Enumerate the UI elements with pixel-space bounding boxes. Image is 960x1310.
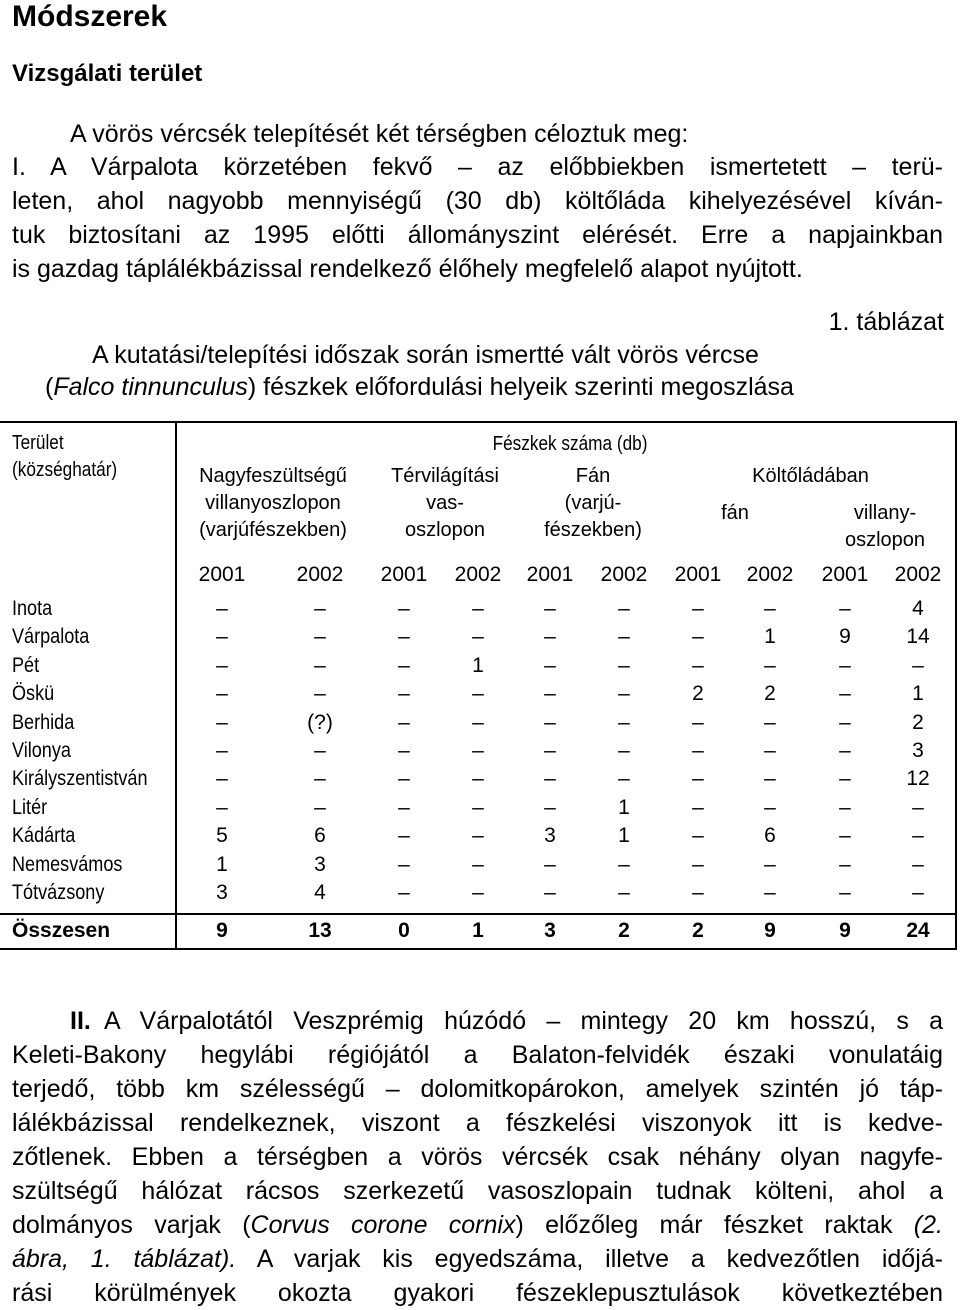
table-cell: 1	[764, 625, 776, 649]
table-cell: –	[472, 795, 484, 819]
table-label: 1. táblázat	[828, 308, 944, 336]
table-cell: –	[912, 795, 924, 819]
table-top-border	[0, 421, 957, 423]
table-cell: –	[839, 682, 851, 706]
total-cell: 2	[692, 919, 704, 942]
table-cell: –	[839, 881, 851, 904]
total-cell: 9	[216, 919, 228, 942]
year-cell: 2002	[454, 563, 502, 586]
row-area-name: Nemesvámos	[12, 852, 123, 876]
section2-line-8: ábra, 1. táblázat). A varjak kis egyedszáma, illetve a kedvezőtlen időjá-	[12, 1245, 943, 1273]
section2-line-3: terjedő, több km szélességű – dolomitkopárokon, amelyek szintén jó táp-	[12, 1075, 943, 1103]
section2-line-4: lálékbázissal rendelkeznek, viszont a fészkelési viszonyok itt is kedve-	[12, 1109, 943, 1137]
total-cell: 24	[906, 919, 930, 942]
area-header: Terület (községhatár)	[12, 432, 118, 481]
table-cell: –	[618, 881, 630, 904]
table-cell: –	[618, 739, 630, 762]
page-title: Módszerek	[12, 0, 168, 33]
table-cell: –	[839, 739, 851, 762]
table-cell: 2	[912, 710, 924, 734]
table-cell: –	[472, 852, 484, 876]
table-cell: –	[398, 653, 410, 677]
table-cell: –	[618, 625, 630, 649]
row-area-name: Inota	[12, 597, 53, 620]
table-cell: –	[692, 852, 704, 876]
section1-line-2: leten, ahol nagyobb mennyiségű (30 db) költőláda kihelyezésével kíván-	[12, 187, 943, 215]
table-cell: –	[472, 710, 484, 734]
year-cell: 2001	[821, 563, 869, 586]
table-cell: –	[398, 739, 410, 762]
table-cell: –	[618, 852, 630, 876]
nest-count-header: Fészkek száma (db)	[492, 433, 648, 455]
table-cell: –	[692, 739, 704, 762]
table-cell: 2	[692, 682, 704, 706]
table-cell: –	[216, 767, 228, 791]
year-cell: 2001	[380, 563, 428, 586]
table-cell: –	[314, 767, 326, 791]
table-cell: 1	[472, 653, 484, 677]
year-cell: 2001	[198, 563, 246, 586]
figure-reference: (2.	[913, 1211, 943, 1239]
table-cell: –	[912, 824, 924, 848]
table-cell: 3	[314, 852, 326, 876]
table-cell: –	[216, 597, 228, 620]
section1-line-4: is gazdag táplálékbázissal rendelkező élőhely megfelelő alapot nyújtott.	[12, 255, 803, 283]
table-cell: –	[692, 625, 704, 649]
table-cell: –	[618, 767, 630, 791]
table-cell: –	[398, 824, 410, 848]
table-cell: –	[216, 795, 228, 819]
table-cell: –	[692, 881, 704, 904]
table-cell: 4	[912, 597, 924, 620]
table-cell: 1	[216, 852, 228, 876]
total-cell: 9	[764, 919, 776, 942]
table-cell: 6	[764, 824, 776, 848]
year-cell: 2002	[894, 563, 942, 586]
table-cell: 14	[906, 625, 930, 649]
table-cell: –	[216, 710, 228, 734]
table-cell: 3	[544, 824, 556, 848]
intro-paragraph: A vörös vércsék telepítését két térségben céloztuk meg:	[70, 120, 689, 148]
table-cell: –	[692, 710, 704, 734]
table-cell: –	[839, 824, 851, 848]
header-tree-nest: Fán (varjú- fészekben)	[544, 465, 642, 541]
table-cell: –	[398, 597, 410, 620]
table-cell: –	[544, 881, 556, 904]
section2-line-2: Keleti-Bakony hegylábi régiójától a Balaton-felvidék északi vonulatáig	[12, 1041, 943, 1069]
table-cell: 4	[314, 881, 326, 904]
table-cell: –	[839, 653, 851, 677]
table-column-divider	[175, 421, 177, 950]
table-caption-line-1: A kutatási/telepítési időszak során ismertté vált vörös vércse	[92, 341, 759, 369]
table-cell: –	[764, 597, 776, 620]
row-area-name: Berhida	[12, 710, 75, 734]
table-cell: –	[472, 824, 484, 848]
total-cell: 0	[398, 919, 410, 942]
table-reference: ábra, 1. táblázat).	[12, 1245, 237, 1273]
table-cell: –	[618, 653, 630, 677]
year-cell: 2001	[526, 563, 574, 586]
table-cell: –	[764, 767, 776, 791]
table-cell: –	[764, 881, 776, 904]
year-cell: 2002	[296, 563, 344, 586]
table-cell: –	[839, 710, 851, 734]
total-cell: 1	[472, 919, 484, 942]
table-caption-line-2: (Falco tinnunculus) fészkek előfordulási helyeik szerinti megoszlása	[45, 373, 794, 401]
table-bottom-border	[0, 948, 957, 950]
total-cell: 13	[308, 919, 332, 942]
table-cell: –	[544, 597, 556, 620]
total-cell: 3	[544, 919, 556, 942]
year-cell: 2002	[600, 563, 648, 586]
table-cell: –	[839, 597, 851, 620]
total-cell: 9	[839, 919, 851, 942]
table-cell: –	[314, 739, 326, 762]
section1-line-3: tuk biztosítani az 1995 előtti állományszint elérését. Erre a napjainkban	[12, 221, 943, 249]
table-cell: (?)	[307, 710, 333, 734]
table-cell: –	[692, 795, 704, 819]
year-cell: 2002	[746, 563, 794, 586]
table-cell: 1	[618, 824, 630, 848]
table-cell: –	[472, 682, 484, 706]
row-area-name: Öskü	[12, 682, 55, 706]
table-cell: 9	[839, 625, 851, 649]
table-cell: 5	[216, 824, 228, 848]
table-cell: –	[314, 597, 326, 620]
table-cell: –	[692, 597, 704, 620]
year-cell: 2001	[674, 563, 722, 586]
table-cell: –	[398, 710, 410, 734]
header-nestbox: Költőládában	[752, 465, 869, 487]
row-area-name: Vilonya	[12, 739, 71, 762]
section2-line-9: rási körülmények okozta gyakori fészeklepusztulások következtében	[12, 1279, 943, 1307]
table-cell: 6	[314, 824, 326, 848]
table-cell: 3	[912, 739, 924, 762]
table-cell: –	[692, 653, 704, 677]
row-area-name: Litér	[12, 795, 48, 819]
table-cell: –	[544, 767, 556, 791]
header-high-voltage-pole: Nagyfeszültségű villanyoszlopon (varjúfészekben)	[199, 465, 347, 541]
section2-numeral: II.	[70, 1007, 91, 1035]
table-cell: –	[472, 597, 484, 620]
table-cell: –	[544, 852, 556, 876]
table-cell: –	[314, 795, 326, 819]
table-cell: –	[398, 625, 410, 649]
section2-line-7: dolmányos varjak (Corvus corone cornix) előzőleg már fészket raktak (2.	[12, 1211, 943, 1239]
table-cell: –	[544, 625, 556, 649]
table-cell: –	[764, 795, 776, 819]
species-name: Falco tinnunculus	[53, 373, 248, 401]
crow-species-name: Corvus corone cornix	[250, 1211, 516, 1239]
total-cell: 2	[618, 919, 630, 942]
table-cell: 1	[618, 795, 630, 819]
table-cell: –	[216, 739, 228, 762]
table-cell: –	[692, 824, 704, 848]
table-cell: –	[398, 852, 410, 876]
table-cell: –	[839, 767, 851, 791]
table-cell: –	[764, 852, 776, 876]
total-label: Összesen	[12, 919, 111, 942]
table-cell: –	[618, 710, 630, 734]
header-nestbox-tree: fán	[721, 502, 749, 524]
section2-line-1: II. A Várpalotától Veszprémig húzódó – mintegy 20 km hosszú, s a	[12, 1004, 943, 1038]
table-cell: –	[764, 710, 776, 734]
table-cell: –	[216, 653, 228, 677]
row-area-name: Tótvázsony	[12, 881, 105, 904]
table-cell: –	[544, 710, 556, 734]
section-title: Vizsgálati terület	[12, 60, 203, 87]
table-cell: –	[216, 625, 228, 649]
table-cell: –	[912, 653, 924, 677]
header-nestbox-pole: villany- oszlopon	[844, 502, 926, 551]
table-cell: –	[314, 653, 326, 677]
row-area-name: Királyszentistván	[12, 767, 148, 791]
table-cell: –	[472, 625, 484, 649]
table-cell: –	[398, 767, 410, 791]
row-area-name: Pét	[12, 653, 40, 677]
table-cell: 1	[912, 682, 924, 706]
table-cell: –	[398, 881, 410, 904]
table-cell: –	[216, 682, 228, 706]
table-cell: –	[618, 682, 630, 706]
table-cell: 2	[764, 682, 776, 706]
table-total-border	[0, 913, 957, 915]
table-cell: –	[764, 653, 776, 677]
table-cell: –	[912, 852, 924, 876]
section2-line-6: szültségű hálózat rácsos szerkezetű vasoszlopain tudnak költeni, ahol a	[12, 1177, 943, 1205]
table-cell: –	[692, 767, 704, 791]
table-cell: –	[472, 881, 484, 904]
table-cell: –	[398, 682, 410, 706]
table-cell: –	[544, 653, 556, 677]
table-cell: –	[398, 795, 410, 819]
table-cell: –	[544, 739, 556, 762]
table-cell: –	[314, 682, 326, 706]
table-cell: 3	[216, 881, 228, 904]
table-cell: –	[839, 852, 851, 876]
row-area-name: Várpalota	[12, 625, 90, 649]
table-cell: –	[764, 739, 776, 762]
table-cell: 12	[906, 767, 930, 791]
table-cell: –	[544, 682, 556, 706]
table-cell: –	[314, 625, 326, 649]
table-cell: –	[618, 597, 630, 620]
table-cell: –	[472, 739, 484, 762]
table-right-border	[955, 421, 957, 950]
row-area-name: Kádárta	[12, 824, 76, 848]
section2-line-5: zőtlenek. Ebben a térségben a vörös vércsék csak néhány olyan nagyfe-	[12, 1143, 943, 1171]
table-cell: –	[544, 795, 556, 819]
table-cell: –	[912, 881, 924, 904]
table-cell: –	[472, 767, 484, 791]
section1-line-1: I. A Várpalota körzetében fekvő – az előbbiekben ismertetett – terü-	[12, 153, 943, 181]
header-street-light-pole: Térvilágítási vas- oszlopon	[391, 465, 499, 541]
table-cell: –	[839, 795, 851, 819]
